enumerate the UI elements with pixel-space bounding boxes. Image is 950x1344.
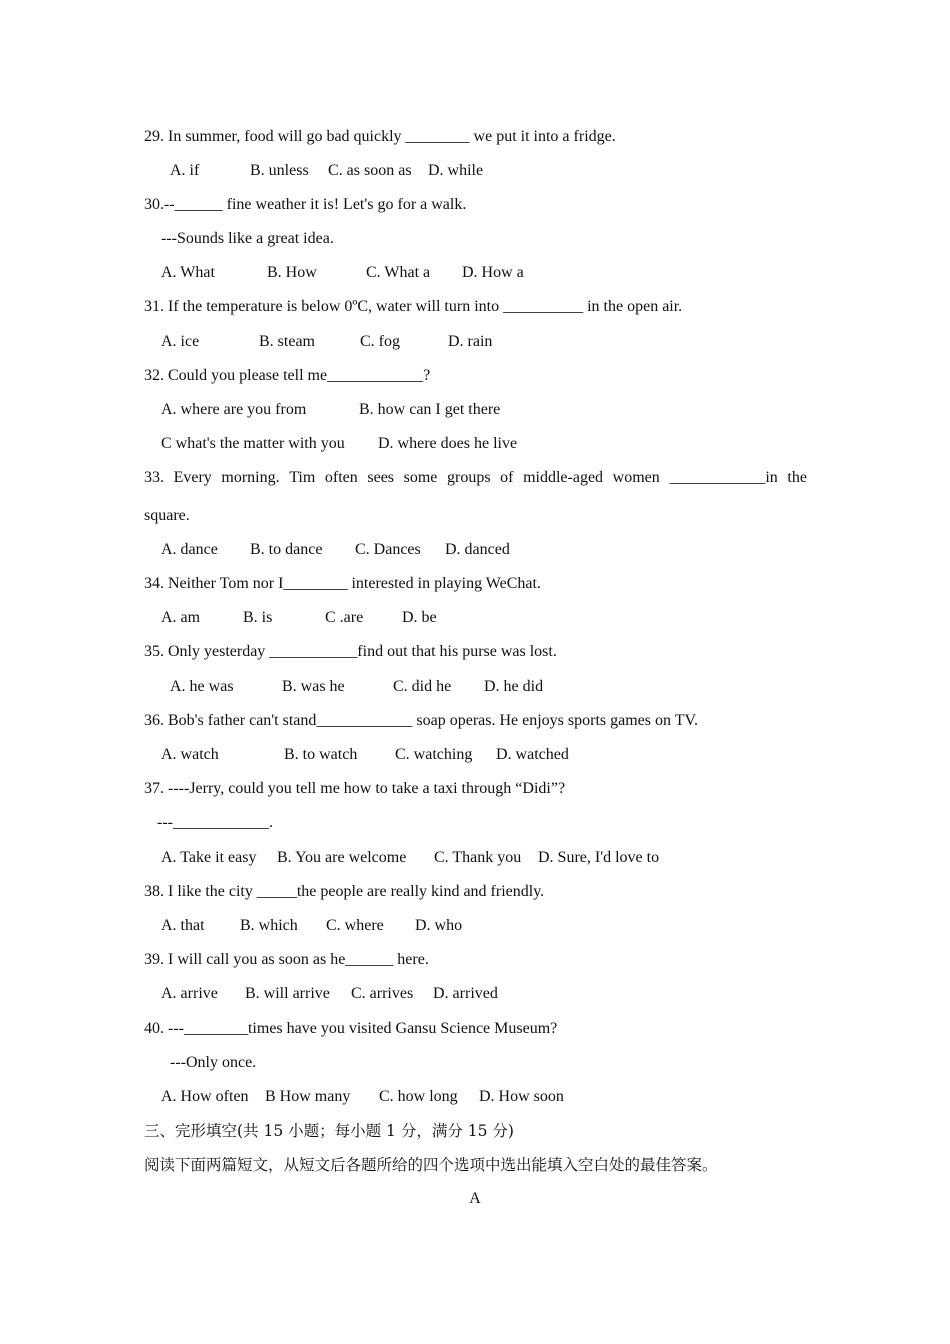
- question-35-stem: 35. Only yesterday ___________find out that his purse was lost.: [144, 643, 557, 660]
- question-40-option-a: A. How often: [161, 1088, 249, 1105]
- question-32-option-c: C what's the matter with you: [161, 435, 345, 452]
- question-33-option-a: A. dance: [161, 541, 218, 558]
- question-40-option-c: C. how long: [379, 1088, 458, 1105]
- question-30-reply: ---Sounds like a great idea.: [161, 230, 334, 247]
- question-37-reply: ---____________.: [157, 814, 273, 831]
- question-35-option-c: C. did he: [393, 678, 452, 695]
- question-31-option-a: A. ice: [161, 333, 200, 350]
- question-34-option-a: A. am: [161, 609, 201, 626]
- question-36-option-a: A. watch: [161, 746, 219, 763]
- passage-label: A: [469, 1190, 481, 1207]
- question-29-option-a: A. if: [170, 162, 200, 179]
- question-39-option-d: D. arrived: [433, 985, 498, 1002]
- stem-word: groups: [447, 469, 491, 486]
- question-32-option-a: A. where are you from: [161, 401, 307, 418]
- stem-word: the: [787, 469, 807, 486]
- question-32-option-d: D. where does he live: [378, 435, 518, 452]
- question-30-option-a: A. What: [161, 264, 215, 281]
- question-33-stem-continued: square.: [144, 507, 190, 524]
- question-40-option-d: D. How soon: [479, 1088, 564, 1105]
- question-36-option-d: D. watched: [496, 746, 569, 763]
- question-38-option-a: A. that: [161, 917, 205, 934]
- section-3-instruction: 阅读下面两篇短文，从短文后各题所给的四个选项中选出能填入空白处的最佳答案。: [144, 1156, 718, 1174]
- question-38-option-b: B. which: [240, 917, 298, 934]
- question-29-option-d: D. while: [428, 162, 484, 179]
- question-36-stem: 36. Bob's father can't stand____________ soap operas. He enjoys sports games on TV.: [144, 712, 698, 729]
- question-31-option-c: C. fog: [360, 333, 400, 350]
- question-40-option-b: B How many: [265, 1088, 351, 1105]
- question-38-option-c: C. where: [326, 917, 384, 934]
- stem-word: some: [403, 469, 438, 486]
- section-3-heading: 三、完形填空(共 15 小题；每小题 1 分，满分 15 分): [144, 1122, 514, 1140]
- question-34-option-d: D. be: [402, 609, 437, 626]
- question-40-reply: ---Only once.: [170, 1054, 257, 1071]
- question-37-option-d: D. Sure, I'd love to: [538, 849, 660, 866]
- stem-word: morning.: [221, 469, 280, 486]
- question-37-stem: 37. ----Jerry, could you tell me how to take a taxi through “Didi”?: [144, 780, 566, 797]
- question-39-option-b: B. will arrive: [245, 985, 330, 1002]
- stem-word: women: [612, 469, 660, 486]
- question-29-stem: 29. In summer, food will go bad quickly ________ we put it into a fridge.: [144, 128, 616, 145]
- question-29-option-c: C. as soon as: [328, 162, 412, 179]
- question-36-option-c: C. watching: [395, 746, 473, 763]
- question-35-option-b: B. was he: [282, 678, 345, 695]
- question-30-stem: 30.--______ fine weather it is! Let's go for a walk.: [144, 196, 467, 213]
- question-30-option-b: B. How: [267, 264, 317, 281]
- stem-word: ____________in: [669, 469, 778, 486]
- question-32-stem: 32. Could you please tell me____________?: [144, 367, 431, 384]
- question-34-stem: 34. Neither Tom nor I________ interested in playing WeChat.: [144, 575, 541, 592]
- stem-word: Every: [173, 469, 212, 486]
- question-40-stem: 40. ---________times have you visited Gansu Science Museum?: [144, 1020, 558, 1037]
- question-35-option-d: D. he did: [484, 678, 544, 695]
- question-36-option-b: B. to watch: [284, 746, 358, 763]
- question-39-option-c: C. arrives: [351, 985, 414, 1002]
- stem-word: sees: [367, 469, 395, 486]
- question-33-option-c: C. Dances: [355, 541, 421, 558]
- question-33-option-d: D. danced: [445, 541, 510, 558]
- stem-word: Tim: [289, 469, 316, 486]
- question-34-option-c: C .are: [325, 609, 364, 626]
- question-31-option-b: B. steam: [259, 333, 315, 350]
- question-39-option-a: A. arrive: [161, 985, 218, 1002]
- question-34-option-b: B. is: [243, 609, 273, 626]
- question-30-option-c: C. What a: [366, 264, 431, 281]
- question-38-stem: 38. I like the city _____the people are really kind and friendly.: [144, 883, 545, 900]
- question-37-option-a: A. Take it easy: [161, 849, 257, 866]
- question-39-stem: 39. I will call you as soon as he______ here.: [144, 951, 429, 968]
- question-33-stem: [144, 468, 807, 488]
- question-31-stem: 31. If the temperature is below 0ºC, water will turn into __________ in the open air.: [144, 298, 683, 315]
- question-35-option-a: A. he was: [170, 678, 234, 695]
- question-38-option-d: D. who: [415, 917, 463, 934]
- question-33-option-b: B. to dance: [250, 541, 323, 558]
- stem-word: 33.: [144, 469, 164, 486]
- question-32-option-b: B. how can I get there: [359, 401, 501, 418]
- question-37-option-b: B. You are welcome: [277, 849, 407, 866]
- stem-word: often: [324, 469, 358, 486]
- question-30-option-d: D. How a: [462, 264, 524, 281]
- stem-word: middle-aged: [523, 469, 604, 486]
- question-31-option-d: D. rain: [448, 333, 493, 350]
- stem-word: of: [500, 469, 514, 486]
- question-37-option-c: C. Thank you: [434, 849, 522, 866]
- question-29-option-b: B. unless: [250, 162, 309, 179]
